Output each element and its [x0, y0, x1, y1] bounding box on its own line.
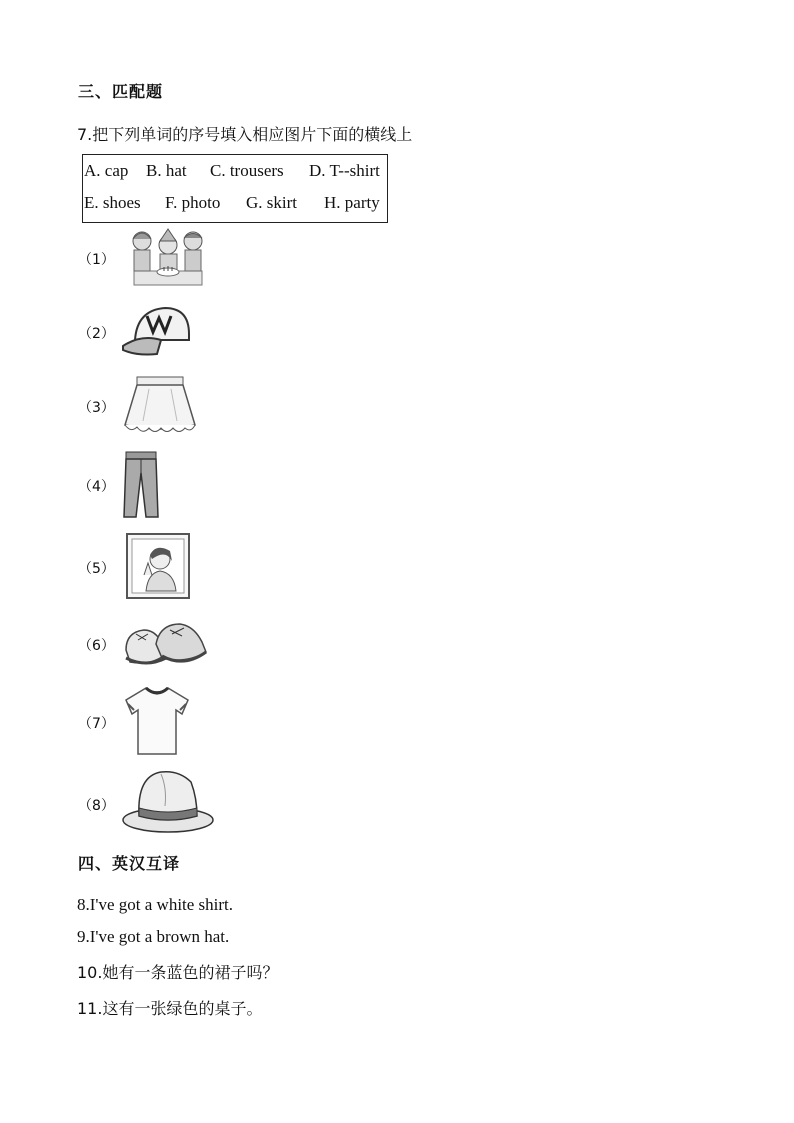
word-option-h: H. party	[324, 193, 380, 212]
shoes-picture	[122, 614, 208, 670]
item-3-label: （3）	[78, 400, 115, 416]
item-8-label: （8）	[78, 798, 115, 814]
word-bank	[82, 154, 388, 223]
word-option-f: F. photo	[165, 193, 221, 212]
hat-picture	[121, 768, 215, 834]
cap-picture	[121, 304, 193, 360]
word-option-e: E. shoes	[84, 193, 141, 212]
item-6-label: （6）	[78, 638, 115, 654]
section-3-heading: 三、匹配题	[78, 82, 164, 101]
word-option-d: D. T--shirt	[309, 161, 380, 180]
word-bank-row-1	[83, 161, 387, 183]
trousers-picture	[122, 451, 160, 521]
question-9: 9.I've got a brown hat.	[77, 927, 230, 946]
question-7-prompt: 7.把下列单词的序号填入相应图片下面的横线上	[77, 125, 413, 144]
photo-picture	[126, 533, 190, 599]
item-4-label: （4）	[78, 479, 115, 495]
item-1-label: （1）	[78, 252, 115, 268]
word-option-b: B. hat	[146, 161, 187, 180]
question-10: 10.她有一条蓝色的裙子吗？	[77, 963, 279, 982]
item-7-label: （7）	[78, 716, 115, 732]
question-8: 8.I've got a white shirt.	[77, 895, 234, 914]
word-option-g: G. skirt	[246, 193, 297, 212]
question-11: 11.这有一张绿色的桌子。	[77, 999, 263, 1018]
word-option-a: A. cap	[84, 161, 129, 180]
word-bank-row-2	[83, 193, 387, 215]
skirt-picture	[123, 375, 197, 437]
section-4-heading: 四、英汉互译	[78, 854, 181, 873]
word-option-c: C. trousers	[210, 161, 284, 180]
party-picture	[124, 227, 210, 289]
tshirt-picture	[124, 686, 190, 756]
item-5-label: （5）	[78, 561, 115, 577]
item-2-label: （2）	[78, 326, 115, 342]
